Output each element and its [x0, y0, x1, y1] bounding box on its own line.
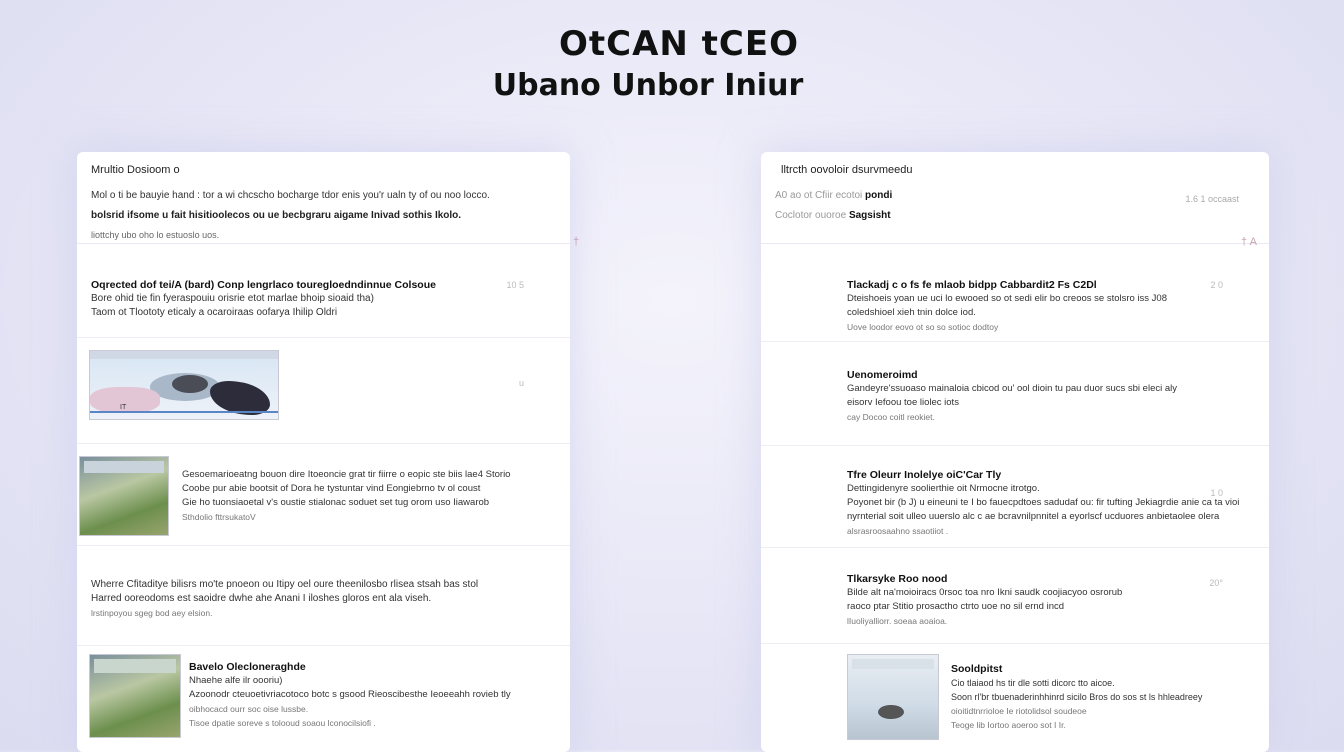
- list-item[interactable]: [77, 268, 570, 338]
- list-item-line: Bilde alt na'moioiracs 0rsoc toa nro Ikni saudk coojiacyoo osrorub: [847, 587, 1123, 598]
- left-panel-title: Mrultio Dosioom o: [91, 164, 180, 176]
- list-item-title: Tfre Oleurr Inolelye oiC'Car Tly: [847, 469, 1002, 481]
- right-header-line-1: [775, 190, 1255, 201]
- list-item-line: lIuoliyalliorr. soeaa aoaioa.: [847, 616, 948, 626]
- right-panel-header: [761, 152, 1269, 244]
- title-line-2: Ubano Unbor Iniur: [492, 68, 804, 103]
- title-line-1: OtCAN tCEO: [558, 24, 800, 64]
- list-item-line: Harred ooreodoms est saoidre dwhe ahe Anani I iloshes gloros ent ala viseh.: [91, 593, 432, 604]
- left-header-line-3: liottchy ubo oho lo estuoslo uos.: [91, 230, 220, 240]
- left-close-icon[interactable]: †: [573, 236, 580, 248]
- device-thumbnail-bezel: [94, 659, 176, 673]
- list-item-line: Coobe pur abie bootsit of Dora he tystuntar vind Eongiebrno tv ol coust: [182, 483, 481, 494]
- list-item-line: Taom ot Tloototy eticaly a ocaroiraas oofarya Ihilip Oldri: [91, 307, 338, 318]
- device-thumbnail[interactable]: [89, 654, 181, 738]
- right-panel: [761, 152, 1269, 752]
- right-header-line-2-value: Sagsisht: [848, 210, 891, 221]
- list-item-text: [847, 572, 1177, 628]
- list-item[interactable]: [77, 338, 570, 444]
- list-item-title: Oqrected dof tei/A (bard) Conp lengrlaco touregloedndinnue Colsoue: [91, 279, 436, 291]
- list-item-text: [847, 468, 1247, 538]
- list-item-line: Gandeyre'ssuoaso mainaloia cbicod ou' ool dioin tu pau duor sucs sbi eleci aly: [847, 383, 1177, 394]
- list-item-line: raoco ptar Stitio prosactho ctrto uoe no sil ernd incd: [847, 601, 1065, 612]
- list-item-line: Wherre Cfitaditye bilisrs mo'te pnoeon ou Itipy oel oure theenilosbo rlisea stsah bas stol: [91, 579, 479, 590]
- list-item[interactable]: [761, 644, 1269, 752]
- device-thumbnail-object: [878, 705, 904, 719]
- list-item[interactable]: [761, 342, 1269, 446]
- list-item-line: Poyonet bir (b J) u eineuni te I bo fauecpdtoes sadudaf ou: fir tufting Jekiagrdie anie ca ta vioi: [847, 497, 1240, 508]
- list-item-title: Tlkarsyke Roo nood: [847, 573, 948, 585]
- right-header-line-2: [775, 210, 1255, 221]
- list-item-line: coledshioel xieh tnin dolce iod.: [847, 307, 976, 318]
- list-item-line: lrstinpoyou sgeg bod aey elsion.: [91, 608, 213, 618]
- list-item-title: Uenomeroimd: [847, 369, 918, 381]
- right-header-line-2-label: Coclotor ouoroe: [775, 210, 847, 221]
- left-header-line-2: bolsrid ifsome u fait hisitioolecos ou ue becbgraru aigame Inivad sothis Ikolo.: [91, 210, 462, 221]
- left-header-line-1: Mol o ti be bauyie hand : tor a wi chcscho bocharge tdor enis you'r ualn ty of ou noo locco.: [91, 190, 490, 201]
- left-panel: [77, 152, 580, 752]
- list-item-text: [951, 662, 1251, 732]
- list-item-line: Gie ho tuonsiaoetal v's oustie stialonac soduet set tug orom uso Iiawarob: [182, 497, 490, 508]
- list-item-line: Tisoe dpatie soreve s tolooud soaou lconocilsiofi .: [189, 718, 376, 728]
- list-item-line: Dettingidenyre soolierthie oit Nrmocne itrotgo.: [847, 483, 1040, 494]
- right-header-line-1-label: A0 ao ot Cfiir ecotoi: [775, 190, 863, 201]
- screenshot-thumbnail[interactable]: [89, 350, 279, 420]
- list-item-line: Soon rl'br tbuenaderinhhinrd sicilo Bros do sos st ls hhleadreey: [951, 692, 1203, 702]
- list-item-line: Bore ohid tie fin fyeraspouiu orisrie etot marlae bhoip sioaid tha): [91, 293, 374, 304]
- list-item-line: nyrnterial soit ulleo uuerslo alc c ae bcravnilpnnitel a eyorlscf ucduores anbietaolee olera: [847, 511, 1220, 522]
- device-thumbnail[interactable]: [79, 456, 169, 536]
- list-item[interactable]: [761, 446, 1269, 548]
- thumbnail-line: [90, 411, 278, 413]
- left-panel-header: [77, 152, 570, 244]
- list-item-text: [847, 368, 1247, 424]
- thumbnail-shape: [210, 381, 270, 415]
- list-item-number: 1 0: [1210, 488, 1223, 498]
- thumbnail-shape: [172, 375, 208, 393]
- list-item[interactable]: [77, 444, 570, 546]
- list-item-text: [847, 278, 1177, 334]
- list-item-text: [182, 468, 552, 524]
- list-item-line: eisorv Iefoou toe liolec iots: [847, 397, 959, 408]
- list-item-number: 2 0: [1210, 280, 1223, 290]
- list-item-title: Bavelo Olecloneraghde: [189, 661, 306, 673]
- device-thumbnail-bezel: [84, 461, 164, 473]
- list-item-text: [189, 660, 559, 730]
- list-item-text: [91, 578, 551, 620]
- list-item-line: oibhocacd ourr soc oise lussbe.: [189, 704, 309, 714]
- right-panel-title: lltrcth oovoloir dsurvmeedu: [781, 164, 913, 176]
- list-item-line: Dteishoeis yoan ue uci lo ewooed so ot sedi elir bo creoos se stolsro iss J08: [847, 293, 1168, 304]
- list-item-number: 20°: [1209, 578, 1223, 588]
- list-item-line: Nhaehe alfe ilr oooriu): [189, 675, 283, 686]
- right-header-line-1-value: pondi: [865, 190, 893, 201]
- list-item-line: Cio tlaiaod hs tir dle sotti dicorc tto aicoe.: [951, 678, 1115, 688]
- list-item-line: oioitidtnrrioloe Ie riotolidsol soudeoe: [951, 706, 1087, 716]
- thumbnail-toolbar: [90, 351, 278, 359]
- list-item[interactable]: [761, 246, 1269, 342]
- list-item-title: Tlackadj c o fs fe mlaob bidpp Cabbardit2 Fs C2Dl: [847, 279, 1097, 291]
- list-item-line: Sthdolio fttrsukatoV: [182, 512, 256, 522]
- list-item[interactable]: [77, 646, 570, 752]
- thumbnail-caption: IT: [120, 404, 127, 411]
- right-close-icon[interactable]: † A: [1241, 236, 1257, 248]
- list-item[interactable]: [77, 546, 570, 646]
- page-title: [0, 24, 1344, 103]
- list-item-line: Teoge lib Iortoo aoeroo sot I Ir.: [951, 720, 1066, 730]
- list-item-number: u: [518, 378, 524, 388]
- device-thumbnail-bezel: [852, 659, 934, 669]
- list-item-line: Azoonodr cteuoetivriacotoco botc s gsood Rieoscibesthe Ieoeeahh rovieb tly: [189, 689, 511, 700]
- list-item-line: alsrasroosaahno ssaotiiot .: [847, 526, 949, 536]
- list-item-line: cay Docoo coitl reokiet.: [847, 412, 935, 422]
- right-header-meta: 1.6 1 occaast: [1185, 194, 1239, 204]
- list-item-number: 10 5: [506, 280, 524, 290]
- list-item-line: Gesoemarioeatng bouon dire Itoeoncie grat tir fiirre o eopic ste biis lae4 Storio: [182, 469, 511, 480]
- list-item[interactable]: [761, 548, 1269, 644]
- list-item-text: [91, 278, 531, 320]
- device-thumbnail[interactable]: [847, 654, 939, 740]
- list-item-line: Uove loodor eovo ot so so sotioc dodtoy: [847, 322, 999, 332]
- list-item-title: Sooldpitst: [951, 663, 1003, 675]
